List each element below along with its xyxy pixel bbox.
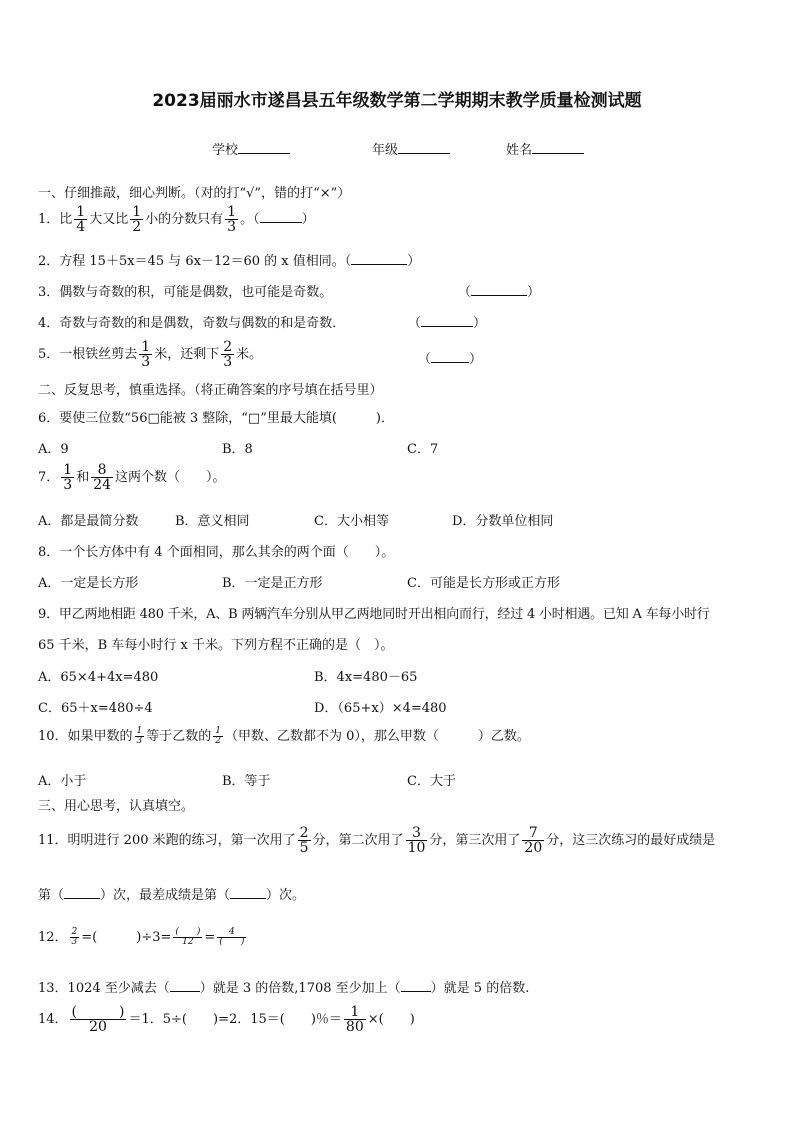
fraction: $\frac{8}{24}$ <box>93 462 112 493</box>
fraction: $\frac{1}{3}$ <box>141 339 151 370</box>
q7-option-c[interactable]: C．大小相等 <box>314 514 389 529</box>
q9-option-d[interactable]: D．（65+x）×4=480 <box>314 701 447 716</box>
section-2-heading: 二、反复思考，慎重选择。（将正确答案的序号填在括号里） <box>38 383 383 398</box>
answer-blank[interactable] <box>170 980 200 992</box>
fraction: $\frac{3}{10}$ <box>407 825 426 856</box>
question-11: 11．明明进行 200 米跑的练习，第一次用了 $\frac{2}{5}$ 分，第二次用了 $\frac{3}{10}$ 分，第三次用了 $\frac{7}{20}$ 分，这三次练习的最好成绩是 <box>38 825 716 856</box>
page-title: 2023届丽水市遂昌县五年级数学第二学期期末教学质量检测试题 <box>152 91 642 111</box>
school-blank[interactable] <box>238 141 290 154</box>
fraction: $\frac{( )}{12}$ <box>175 927 201 947</box>
q6-option-b[interactable]: B．8 <box>222 442 253 457</box>
q10-option-b[interactable]: B．等于 <box>222 774 271 789</box>
fraction: $\frac{2}{3}$ <box>223 339 233 370</box>
question-14: 14． $\frac{( )}{20}$ ＝1．5÷( )=2．15＝( )％＝ $\frac{1}{80}$ ×( ) <box>38 1004 415 1035</box>
fraction: $\frac{1}{3}$ <box>63 462 73 493</box>
question-5: 5．一根铁丝剪去 $\frac{1}{3}$ 米，还剩下 $\frac{2}{3}$ 米。 <box>38 339 263 370</box>
question-3: 3．偶数与奇数的积，可能是偶数，也可能是奇数。 <box>38 285 333 300</box>
school-label: 学校 <box>212 143 239 158</box>
fraction: $\frac{( )}{20}$ <box>71 1004 125 1035</box>
answer-blank[interactable] <box>64 887 100 899</box>
fraction: $\frac{1}{2}$ <box>132 204 142 235</box>
q7-option-a[interactable]: A．都是最简分数 <box>38 514 139 529</box>
fraction: $\frac{2}{5}$ <box>299 825 309 856</box>
fraction: $\frac{1}{3}$ <box>227 204 237 235</box>
question-1: 1．比 $\frac{1}{4}$ 大又比 $\frac{1}{2}$ 小的分数只有 $\frac{1}{3}$ 。（ ） <box>38 204 315 235</box>
question-12: 12． $\frac{2}{3}$ =( )÷3= $\frac{( )}{12}$ = $\frac{4}{( )}$ <box>38 927 245 947</box>
name-blank[interactable] <box>532 141 584 154</box>
q9-option-a[interactable]: A．65×4+4x=480 <box>38 670 159 685</box>
answer-blank[interactable] <box>260 211 302 223</box>
q9-option-b[interactable]: B．4x=480－65 <box>314 670 418 685</box>
fraction: $\frac{4}{( )}$ <box>219 927 245 947</box>
answer-blank[interactable] <box>471 284 527 296</box>
grade-blank[interactable] <box>398 141 450 154</box>
fraction: $\frac{1}{80}$ <box>345 1004 364 1035</box>
question-7: 7． $\frac{1}{3}$ 和 $\frac{8}{24}$ 这两个数（ ）。 <box>38 462 226 493</box>
q7-option-d[interactable]: D．分数单位相同 <box>452 514 554 529</box>
q6-option-a[interactable]: A．9 <box>38 442 69 457</box>
question-2: 2．方程 15＋5x＝45 与 6x－12＝60 的 x 值相同。（ ） <box>38 254 421 269</box>
question-5-answer: （ ） <box>418 352 483 367</box>
question-4-answer: （ ） <box>408 316 487 331</box>
fraction: $\frac{1}{4}$ <box>76 204 86 235</box>
question-6: 6．要使三位数“56□能被 3 整除，“□”里最大能填( )． <box>38 411 394 426</box>
question-9-line-2: 65 千米，B 车每小时行 x 千米。下列方程不正确的是（ ）。 <box>38 638 394 653</box>
q8-option-b[interactable]: B．一定是正方形 <box>222 576 323 591</box>
question-4: 4．奇数与奇数的和是偶数，奇数与偶数的和是奇数． <box>38 316 346 331</box>
name-field <box>506 139 584 158</box>
answer-blank[interactable] <box>421 315 473 327</box>
grade-label: 年级 <box>372 143 399 158</box>
grade-field <box>372 139 450 158</box>
answer-blank[interactable] <box>431 351 469 363</box>
answer-blank[interactable] <box>351 253 407 265</box>
name-label: 姓名 <box>506 143 533 158</box>
question-11-line-2: 第（ ）次，最差成绩是第（ ）次。 <box>38 888 306 903</box>
question-10: 10．如果甲数的 $\frac{1}{3}$ 等于乙数的 $\frac{1}{2}$ （甲数、乙数都不为 0），那么甲数（ ）乙数。 <box>38 726 530 746</box>
question-3-answer: （ ） <box>458 285 541 300</box>
section-1-heading: 一、仔细推敲，细心判断。（对的打“√”，错的打“×”） <box>38 186 351 201</box>
q8-option-a[interactable]: A．一定是长方形 <box>38 576 139 591</box>
q7-option-b[interactable]: B．意义相同 <box>175 514 250 529</box>
question-8: 8．一个长方体中有 4 个面相同，那么其余的两个面（ ）。 <box>38 545 395 560</box>
fraction: $\frac{2}{3}$ <box>71 927 78 947</box>
answer-blank[interactable] <box>401 980 431 992</box>
fraction: $\frac{1}{2}$ <box>215 726 222 746</box>
question-9-line-1: 9．甲乙两地相距 480 千米，A、B 两辆汽车分别从甲乙两地同时开出相向而行，经过 4 小时相遇。已知 A 车每小时行 <box>38 607 710 622</box>
q6-option-c[interactable]: C．7 <box>407 442 439 457</box>
fraction: $\frac{7}{20}$ <box>524 825 543 856</box>
answer-blank[interactable] <box>230 887 266 899</box>
school-field <box>212 139 290 158</box>
q10-option-c[interactable]: C．大于 <box>407 774 456 789</box>
section-3-heading: 三、用心思考，认真填空。 <box>38 799 195 814</box>
question-13: 13．1024 至少减去（ ）就是 3 的倍数,1708 至少加上（ ）就是 5 的倍数. <box>38 981 530 996</box>
q8-option-c[interactable]: C．可能是长方形或正方形 <box>407 576 560 591</box>
q9-option-c[interactable]: C．65＋x=480÷4 <box>38 701 153 716</box>
q10-option-a[interactable]: A．小于 <box>38 774 87 789</box>
fraction: $\frac{1}{3}$ <box>136 726 143 746</box>
